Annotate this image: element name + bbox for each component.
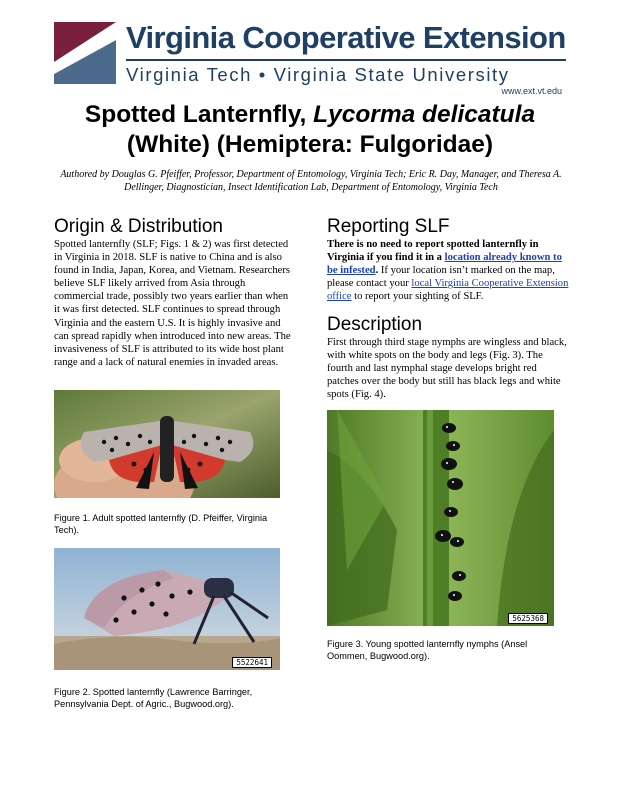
title-species: Lycorma delicatula xyxy=(313,101,536,128)
figure-1-image xyxy=(54,390,280,498)
infested-locations-link[interactable]: location already known to be infested xyxy=(327,252,562,277)
page-title xyxy=(40,100,580,160)
reporting-heading: Reporting SLF xyxy=(327,216,450,237)
brand-title: Virginia Cooperative Extension xyxy=(126,20,566,55)
brand-subtitle: Virginia Tech • Virginia State University xyxy=(126,64,510,85)
brand-divider xyxy=(126,59,566,61)
nymphs-on-stem-photo xyxy=(327,410,554,626)
figure-2-image xyxy=(54,548,280,670)
extension-header xyxy=(54,20,566,96)
local-extension-office-link[interactable]: local Virginia Cooperative Extension office xyxy=(327,278,569,303)
brand-url: www.ext.vt.edu xyxy=(501,86,562,96)
figure-3-image xyxy=(327,410,554,626)
title-plain: Spotted Lanternfly, xyxy=(84,101,314,128)
figure-3-image-id: 5625368 xyxy=(508,613,548,624)
figure-2-caption: Figure 2. Spotted lanternfly (Lawrence Barringer, Pennsylvania Dept. of Agric., Bugwood.org). xyxy=(54,687,253,709)
reporting-bold-end: . xyxy=(375,265,379,277)
reporting-bold-intro: There is no need to report spotted lanternfly in Virginia if you find it in a xyxy=(327,239,539,264)
description-heading: Description xyxy=(327,314,423,335)
description-text: First through third stage nymphs are wingless and black, with white spots on the body and legs (Fig. 3). The fourth and last nymphal stage develops bright red patches over the body but still has black legs and white spots (Fig. 4). xyxy=(327,337,567,401)
vce-logo-icon xyxy=(54,22,116,84)
figure-1-caption: Figure 1. Adult spotted lanternfly (D. Pfeiffer, Virginia Tech). xyxy=(54,513,268,535)
figure-2-image-id: 5522641 xyxy=(232,657,272,668)
authors-line: Authored by Douglas G. Pfeiffer, Professor, Department of Entomology, Virginia Tech; Eric R. Day, Manager, and Theresa A. Dellinger, Diagnostician, Insect Identification Lab, Department of Entomology, Virginia Tech xyxy=(60,169,562,193)
origin-heading: Origin & Distribution xyxy=(54,216,223,237)
lanternfly-side-photo xyxy=(54,548,280,670)
adult-lanternfly-photo xyxy=(54,390,280,498)
reporting-text xyxy=(327,238,571,303)
figure-3-caption: Figure 3. Young spotted lanternfly nymphs (Ansel Oommen, Bugwood.org). xyxy=(327,639,528,661)
origin-text: Spotted lanternfly (SLF; Figs. 1 & 2) was first detected in Virginia in 2018. SLF is native to China and is also found in India, Japan, Korea, and Vietnam. Researchers believe SLF likely arrived from Asia through commercial trade, possibly two years earlier than when it was first detected. SLF continues to spread through Virginia and the eastern U.S. It is highly invasive and can spread rapidly when introduced into new areas. The invasiveness of SLF is attributed to its wide host plant range and a lack of natural enemies in invaded areas. xyxy=(54,239,291,368)
title-taxonomy: (White) (Hemiptera: Fulgoridae) xyxy=(126,131,494,158)
reporting-closing: to report your sighting of SLF. xyxy=(351,291,484,303)
reporting-instruction: If your location isn’t marked on the map, please contact your xyxy=(327,265,555,290)
